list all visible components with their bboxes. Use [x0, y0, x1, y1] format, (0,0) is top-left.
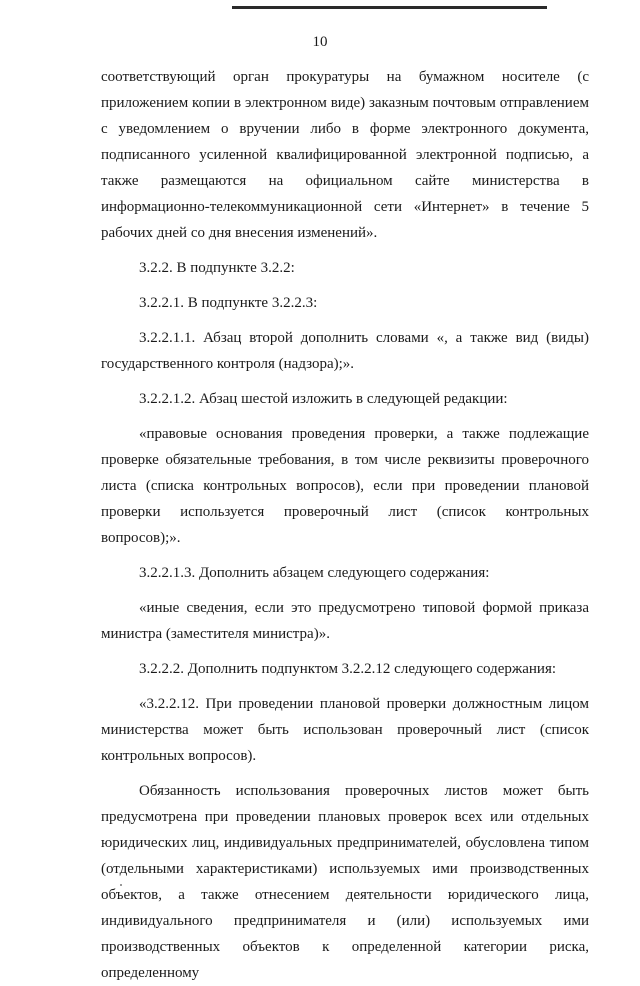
- paragraph: Обязанность использования проверочных листов может быть предусмотрена при проведении плановых проверок всех или отдельных юридических лиц, индивидуальных предпринимателей, обусловлена типом (отдельными характеристиками) используемых ими производственных объектов, а также отнесением деятельности юридического лица, индивидуального предпринимателя и (или) используемых ими производственных объектов к определенной категории риска, определенному: [101, 783, 589, 981]
- document-body: [101, 64, 589, 986]
- paragraph: 3.2.2.1.1. Абзац второй дополнить словами «, а также вид (виды) государственного контроля (надзора);».: [101, 330, 589, 372]
- paragraph: 3.2.2.1.2. Абзац шестой изложить в следующей редакции:: [139, 391, 508, 407]
- paragraph: 3.2.2.1.3. Дополнить абзацем следующего содержания:: [139, 565, 490, 581]
- paragraph: 3.2.2.1. В подпункте 3.2.2.3:: [139, 295, 318, 311]
- page-number: 10: [312, 34, 328, 50]
- paragraph: «правовые основания проведения проверки, а также подлежащие проверке обязательные требования, в том числе реквизиты проверочного листа (списка контрольных вопросов), если при проведении плановой проверки используется проверочный лист (список контрольных вопросов);».: [101, 426, 589, 546]
- paragraph: «3.2.2.12. При проведении плановой проверки должностным лицом министерства может быть использован проверочный лист (список контрольных вопросов).: [101, 696, 589, 764]
- paragraph: «иные сведения, если это предусмотрено типовой формой приказа министра (заместителя министра)».: [101, 600, 589, 642]
- scan-speck: [120, 884, 122, 886]
- header-rule: [232, 6, 547, 9]
- paragraph: 3.2.2.2. Дополнить подпунктом 3.2.2.12 следующего содержания:: [139, 661, 557, 677]
- paragraph: соответствующий орган прокуратуры на бумажном носителе (с приложением копии в электронном виде) заказным почтовым отправлением с уведомлением о вручении либо в форме электронного документа, подписанного усиленной квалифицированной электронной подписью, а также размещаются на официальном сайте министерства в информационно-телекоммуникационной сети «Интернет» в течение 5 рабочих дней со дня внесения изменений».: [101, 69, 589, 241]
- paragraph: 3.2.2. В подпункте 3.2.2:: [139, 260, 295, 276]
